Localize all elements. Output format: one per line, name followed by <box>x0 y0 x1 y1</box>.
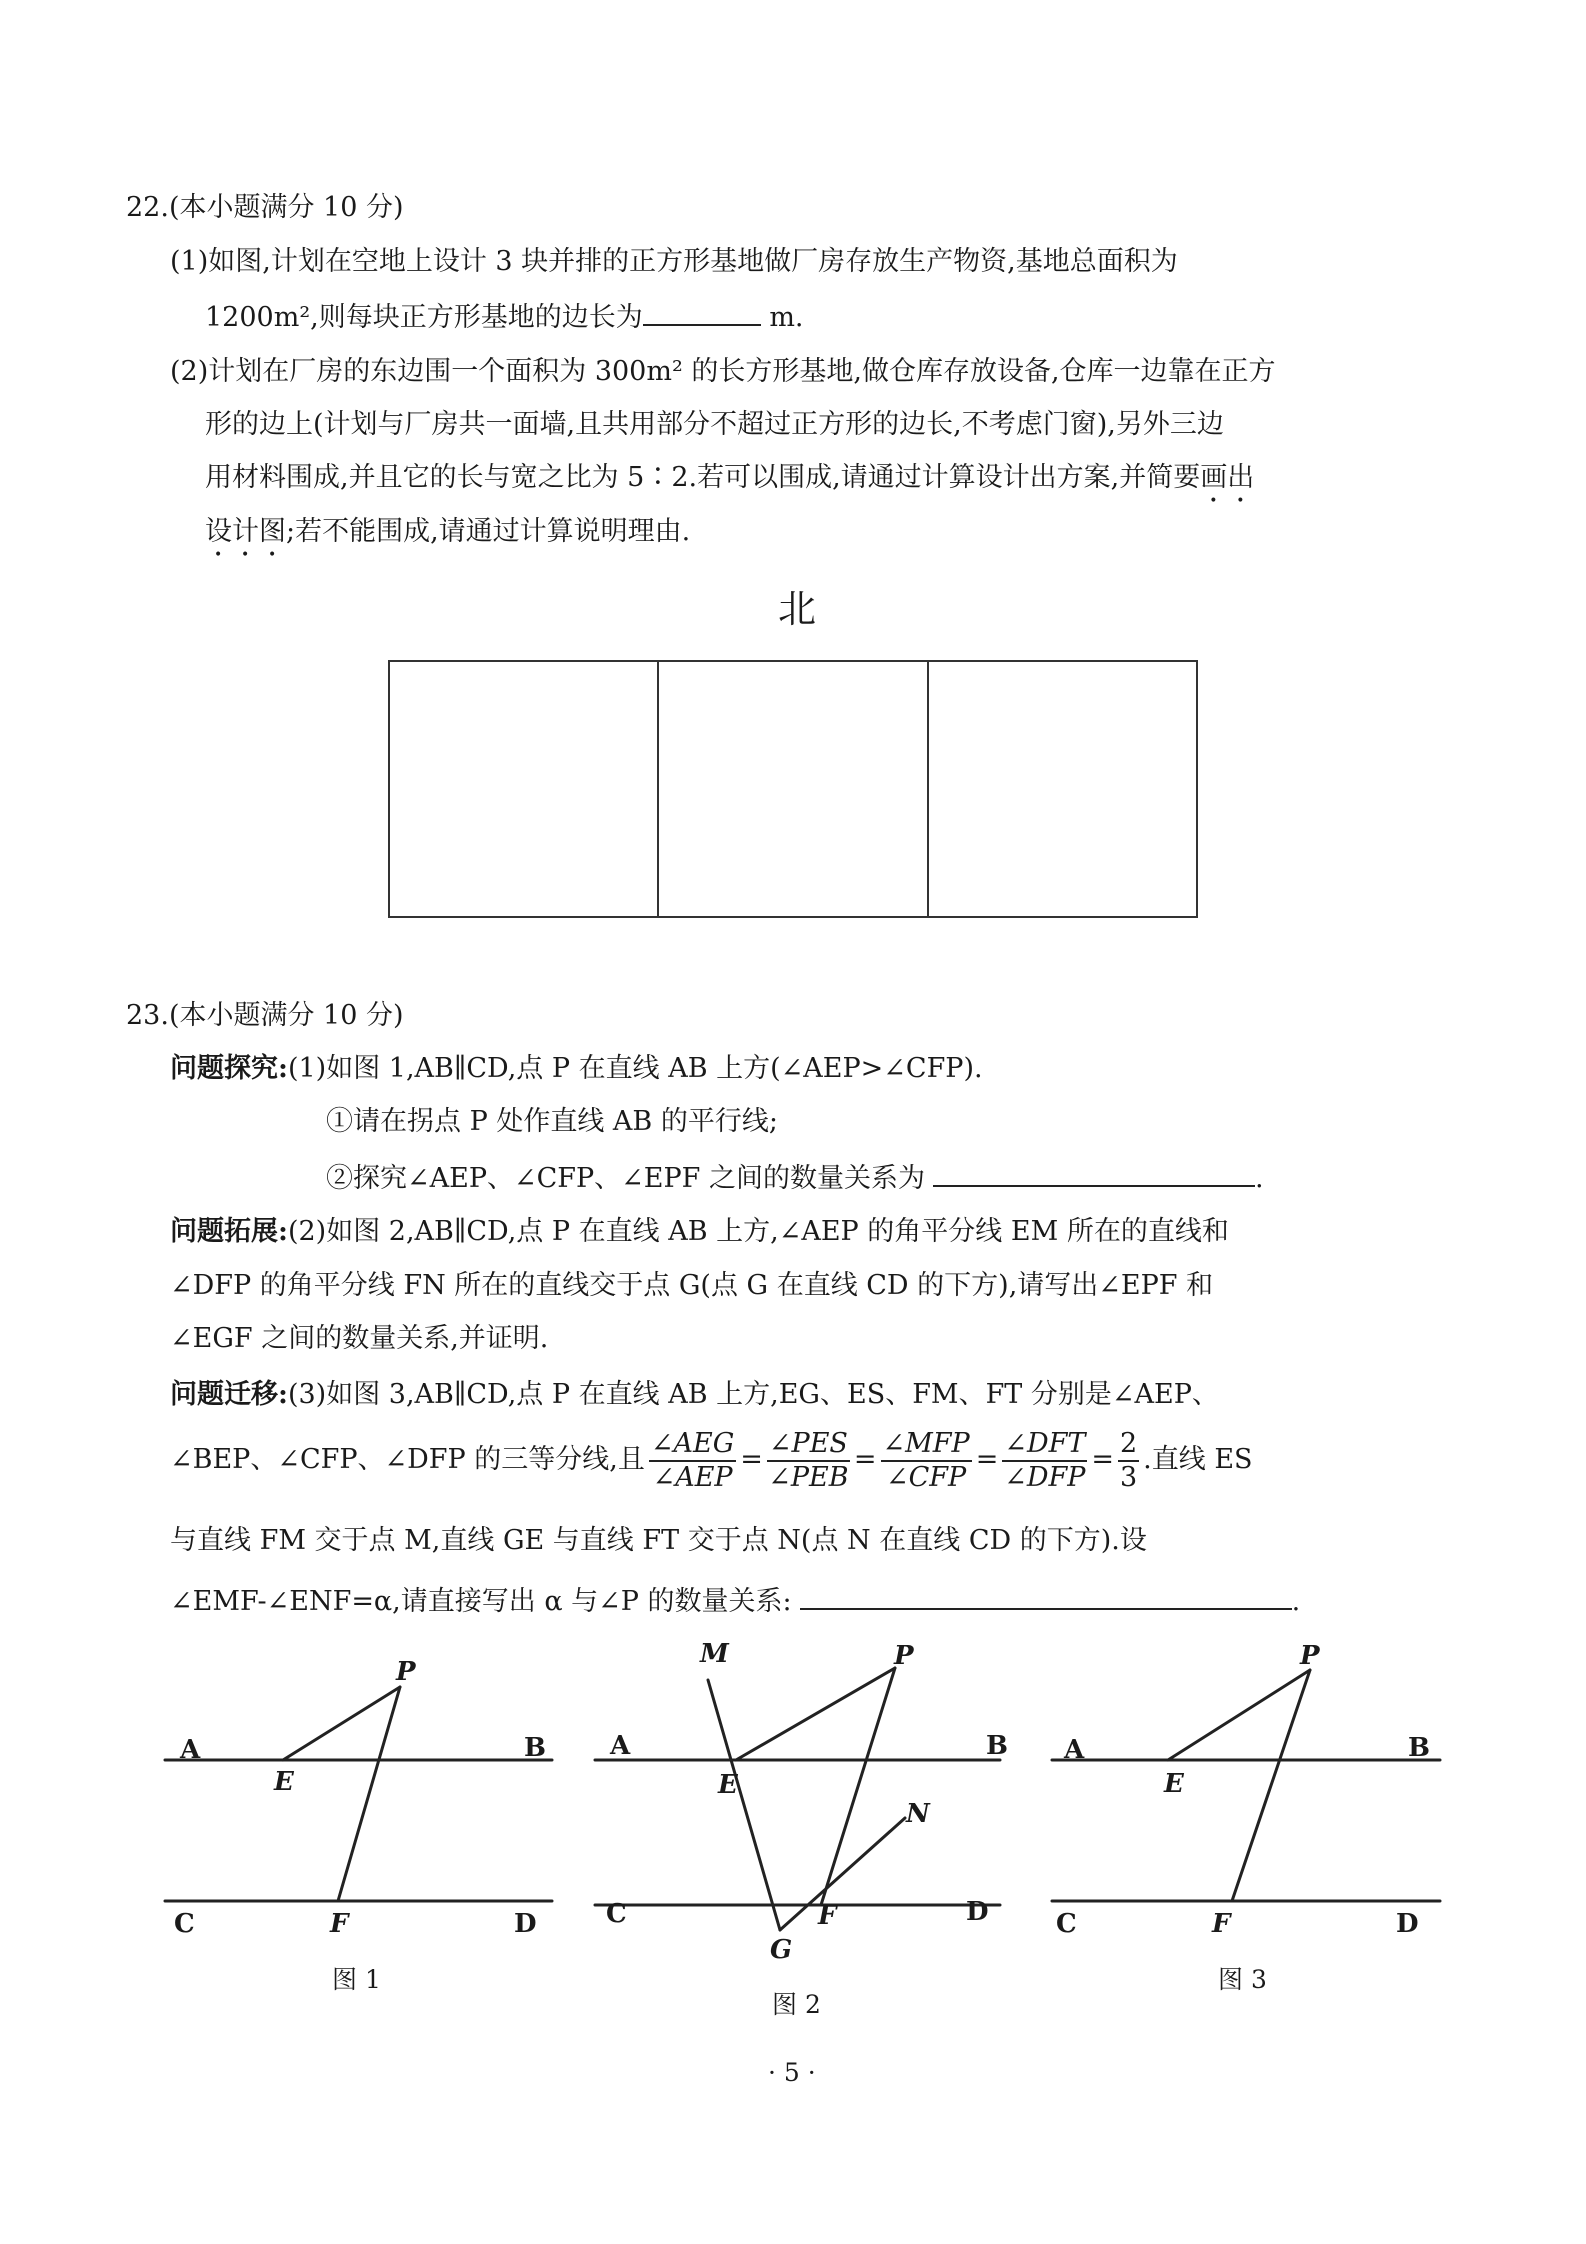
fig2-label-f: F <box>818 1901 837 1931</box>
equals-sign: = <box>1091 1444 1114 1475</box>
q23-part2-text: (2)如图 2,AB∥CD,点 P 在直线 AB 上方,∠AEP 的角平分线 EM 所在的直线和 <box>287 1216 1229 1247</box>
fig2-label-m: M <box>700 1639 729 1669</box>
fig3-label-b: B <box>1408 1733 1430 1763</box>
q22-part2-text: 用材料围成,并且它的长与宽之比为 5∶2.若可以围成,请通过计算设计出方案,并简要 <box>205 462 1201 493</box>
q22-heading: 22.(本小题满分 10 分) <box>126 192 404 223</box>
fig3-label-c: C <box>1056 1909 1077 1939</box>
fig3-label-e: E <box>1164 1769 1184 1799</box>
q23-trisector-text: ∠BEP、∠CFP、∠DFP 的三等分线,且 <box>170 1444 645 1475</box>
fig3-segment-pf <box>1232 1670 1310 1901</box>
fig2-caption: 图 2 <box>772 1990 821 2019</box>
page-number: · 5 · <box>768 2058 816 2087</box>
fig3-caption: 图 3 <box>1218 1965 1267 1994</box>
fig2-label-a: A <box>610 1731 631 1761</box>
fraction-two-thirds: $\frac{2}{3}$ <box>1119 1427 1138 1493</box>
fig3-segment-ep <box>1168 1670 1310 1760</box>
q23-part1-period: . <box>1255 1163 1264 1194</box>
q23-line9: 与直线 FM 交于点 M,直线 GE 与直线 FT 交于点 N(点 N 在直线 CD 的下方).设 <box>170 1525 1147 1556</box>
fig3-label-p: P <box>1300 1641 1320 1671</box>
q22-part1-unit: m. <box>760 302 804 333</box>
fig2-label-p: P <box>894 1641 914 1671</box>
q22-part2-line2: 形的边上(计划与厂房共一面墙,且共用部分不超过正方形的边长,不考虑门窗),另外三边 <box>205 409 1224 440</box>
emphasized-text-draw: 画出 <box>1200 462 1255 493</box>
fig3-label-f: F <box>1212 1909 1231 1939</box>
fig1-label-c: C <box>174 1909 195 1939</box>
q22-part1-text: 1200m²,则每块正方形基地的边长为 <box>205 302 643 333</box>
fig2-line-emg <box>708 1680 780 1930</box>
section-label-extend: 问题拓展: <box>170 1216 288 1247</box>
fig2-label-b: B <box>986 1731 1008 1761</box>
fig2-label-c: C <box>606 1899 627 1929</box>
fig3-label-a: A <box>1064 1735 1085 1765</box>
fig2-label-g: G <box>770 1935 793 1965</box>
fraction-aeg-aep: $\frac{\text{∠AEG}}{\text{∠AEP}}$ <box>650 1427 735 1493</box>
fig2-label-n: N <box>906 1799 930 1829</box>
q23-line8-tail: .直线 ES <box>1143 1444 1253 1475</box>
fig2-label-e: E <box>718 1770 738 1800</box>
fig1-label-p: P <box>396 1657 416 1687</box>
emphasized-text-design: 设计图 <box>205 516 286 547</box>
q23-part3-relation-text: ∠EMF-∠ENF=α,请直接写出 α 与∠P 的数量关系: <box>170 1586 792 1617</box>
fig1-label-d: D <box>514 1909 537 1939</box>
fraction-pes-peb: $\frac{\text{∠PES}}{\text{∠PEB}}$ <box>768 1427 849 1493</box>
fig2-label-d: D <box>966 1897 989 1927</box>
fraction-mfp-cfp: $\frac{\text{∠MFP}}{\text{∠CFP}}$ <box>882 1427 970 1493</box>
q23-heading: 23.(本小题满分 10 分) <box>126 1000 404 1031</box>
q22-part1-line1: (1)如图,计划在空地上设计 3 块并排的正方形基地做厂房存放生产物资,基地总面积为 <box>170 246 1178 277</box>
equals-sign: = <box>740 1444 763 1475</box>
section-label-explore: 问题探究: <box>170 1053 288 1084</box>
q23-part1-text: (1)如图 1,AB∥CD,点 P 在直线 AB 上方(∠AEP>∠CFP). <box>287 1053 983 1084</box>
q23-part3-period: . <box>1291 1586 1301 1617</box>
fig1-label-f: F <box>330 1909 349 1939</box>
q23-line2: ①请在拐点 P 处作直线 AB 的平行线; <box>326 1106 778 1137</box>
equals-sign: = <box>853 1444 877 1475</box>
north-label: 北 <box>778 587 817 631</box>
q22-part2-line1: (2)计划在厂房的东边围一个面积为 300m² 的长方形基地,做仓库存放设备,仓库一边靠在正方 <box>170 356 1276 387</box>
q23-part3-text: (3)如图 3,AB∥CD,点 P 在直线 AB 上方,EG、ES、FM、FT 分别是∠AEP、 <box>287 1379 1219 1410</box>
equals-sign: = <box>975 1444 999 1475</box>
fraction-dft-dfp: $\frac{\text{∠DFT}}{\text{∠DFP}}$ <box>1004 1427 1086 1493</box>
q23-line6: ∠EGF 之间的数量关系,并证明. <box>170 1323 549 1354</box>
fig1-label-a: A <box>180 1735 201 1765</box>
section-label-transfer: 问题迁移: <box>170 1379 288 1410</box>
fig3-label-d: D <box>1396 1909 1419 1939</box>
q22-part2-tail: ;若不能围成,请通过计算说明理由. <box>286 516 691 547</box>
fig1-label-e: E <box>274 1767 294 1797</box>
fig1-caption: 图 1 <box>332 1965 381 1994</box>
q23-line5: ∠DFP 的角平分线 FN 所在的直线交于点 G(点 G 在直线 CD 的下方),请写出∠EPF 和 <box>170 1270 1214 1301</box>
fig1-label-b: B <box>524 1733 546 1763</box>
q23-part1-relation-text: ②探究∠AEP、∠CFP、∠EPF 之间的数量关系为 <box>326 1163 925 1194</box>
